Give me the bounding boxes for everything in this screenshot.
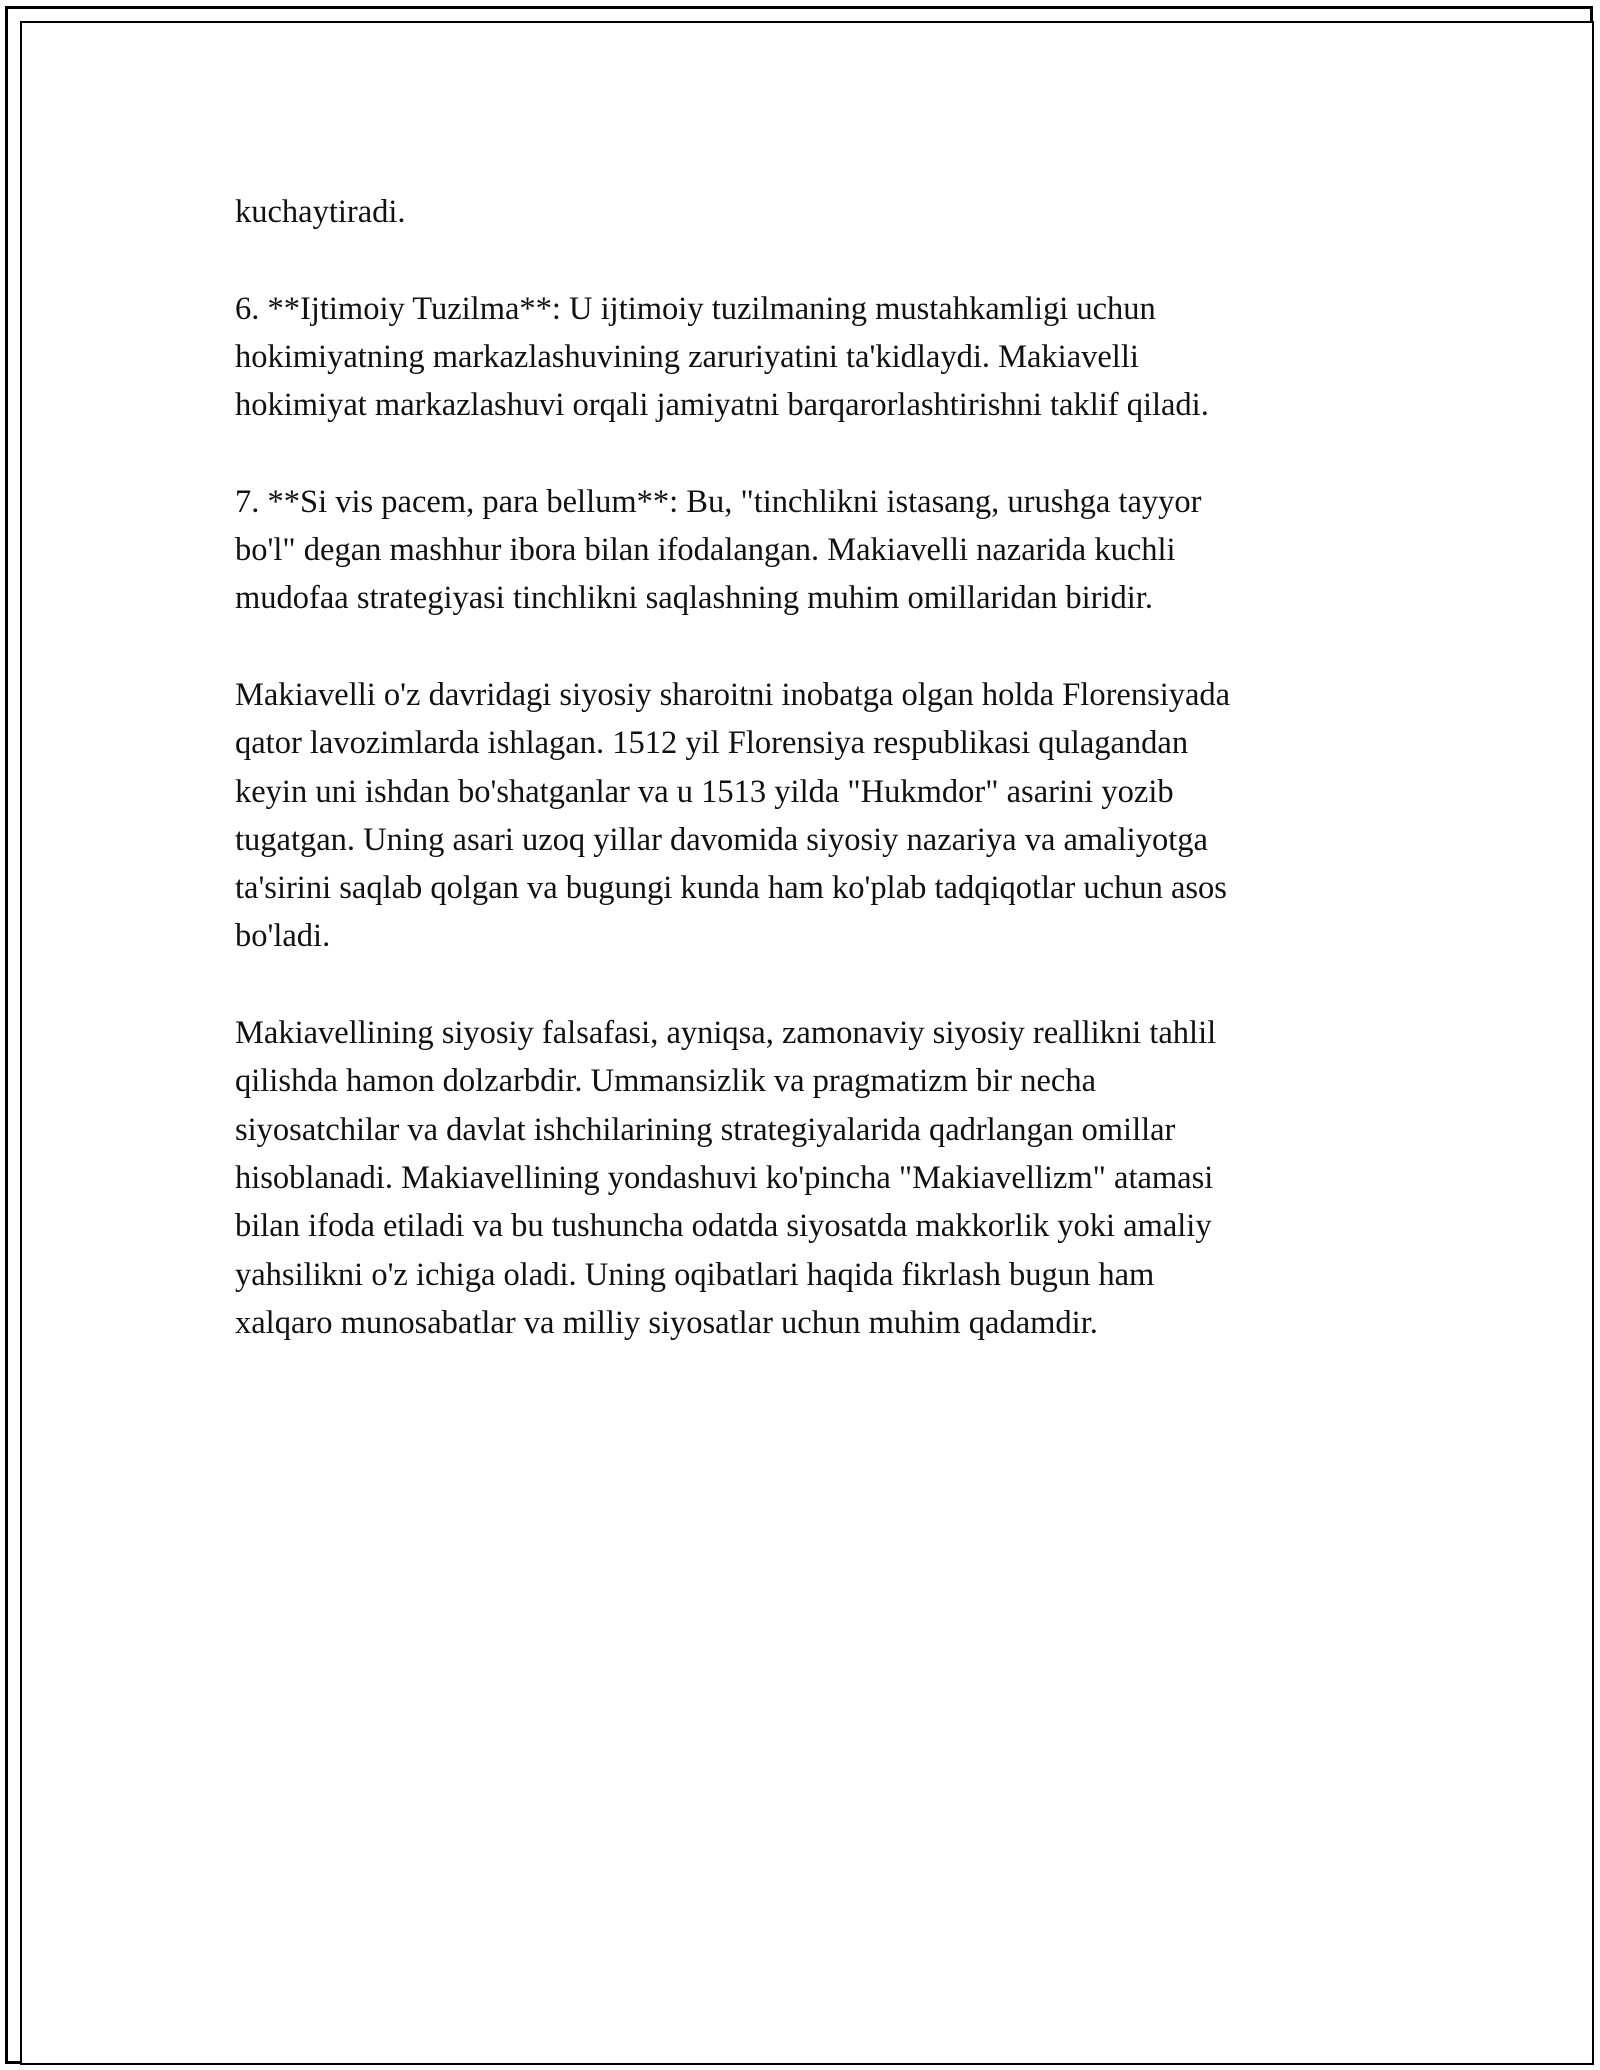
text-line: qator lavozimlarda ishlagan. 1512 yil Florensiya respublikasi qulagandan (235, 725, 1189, 762)
text-line: hokimiyatning markazlashuvining zaruriyatini ta'kidlaydi. Makiavelli (235, 338, 1139, 375)
document-body (235, 188, 1375, 1395)
text-line: bo'ladi. (235, 918, 331, 955)
text-line: Makiavelli o'z davridagi siyosiy sharoitni inobatga olgan holda Florensiyada (235, 676, 1231, 713)
text-line: ta'sirini saqlab qolgan va bugungi kunda ham ko'plab tadqiqotlar uchun asos (235, 870, 1227, 907)
text-line: mudofaa strategiyasi tinchlikni saqlashning muhim omillaridan biridir. (235, 580, 1153, 617)
text-line: xalqaro munosabatlar va milliy siyosatlar uchun muhim qadamdir. (235, 1304, 1098, 1341)
text-line: kuchaytiradi. (235, 194, 406, 230)
paragraph-continuation (235, 188, 1375, 236)
text-line: siyosatchilar va davlat ishchilarining strategiyalarida qadrlangan omillar (235, 1111, 1176, 1148)
paragraph-philosophy (235, 1009, 1375, 1347)
paragraph-item-6-social-structure (235, 285, 1375, 430)
text-line: keyin uni ishdan bo'shatganlar va u 1513 yilda "Hukmdor" asarini yozib (235, 773, 1174, 810)
text-line: hokimiyat markazlashuvi orqali jamiyatni barqarorlashtirishni taklif qiladi. (235, 387, 1209, 424)
paragraph-biography (235, 671, 1375, 961)
text-line: bilan ifoda etiladi va bu tushuncha odatda siyosatda makkorlik yoki amaliy (235, 1208, 1212, 1245)
text-line: Makiavellining siyosiy falsafasi, ayniqsa, zamonaviy siyosiy reallikni tahlil (235, 1015, 1217, 1052)
text-line: qilishda hamon dolzarbdir. Ummansizlik va pragmatizm bir necha (235, 1063, 1097, 1100)
text-line: hisoblanadi. Makiavellining yondashuvi ko'pincha "Makiavellizm" atamasi (235, 1159, 1214, 1196)
text-line: 6. **Ijtimoiy Tuzilma**: U ijtimoiy tuzilmaning mustahkamligi uchun (235, 290, 1156, 327)
text-line: bo'l" degan mashhur ibora bilan ifodalangan. Makiavelli nazarida kuchli (235, 532, 1176, 569)
text-line: yahsilikni o'z ichiga oladi. Uning oqibatlari haqida fikrlash bugun ham (235, 1256, 1155, 1293)
text-line: 7. **Si vis pacem, para bellum**: Bu, "tinchlikni istasang, urushga tayyor (235, 483, 1202, 520)
paragraph-item-7-si-vis-pacem (235, 478, 1375, 623)
text-line: tugatgan. Uning asari uzoq yillar davomida siyosiy nazariya va amaliyotga (235, 821, 1208, 858)
